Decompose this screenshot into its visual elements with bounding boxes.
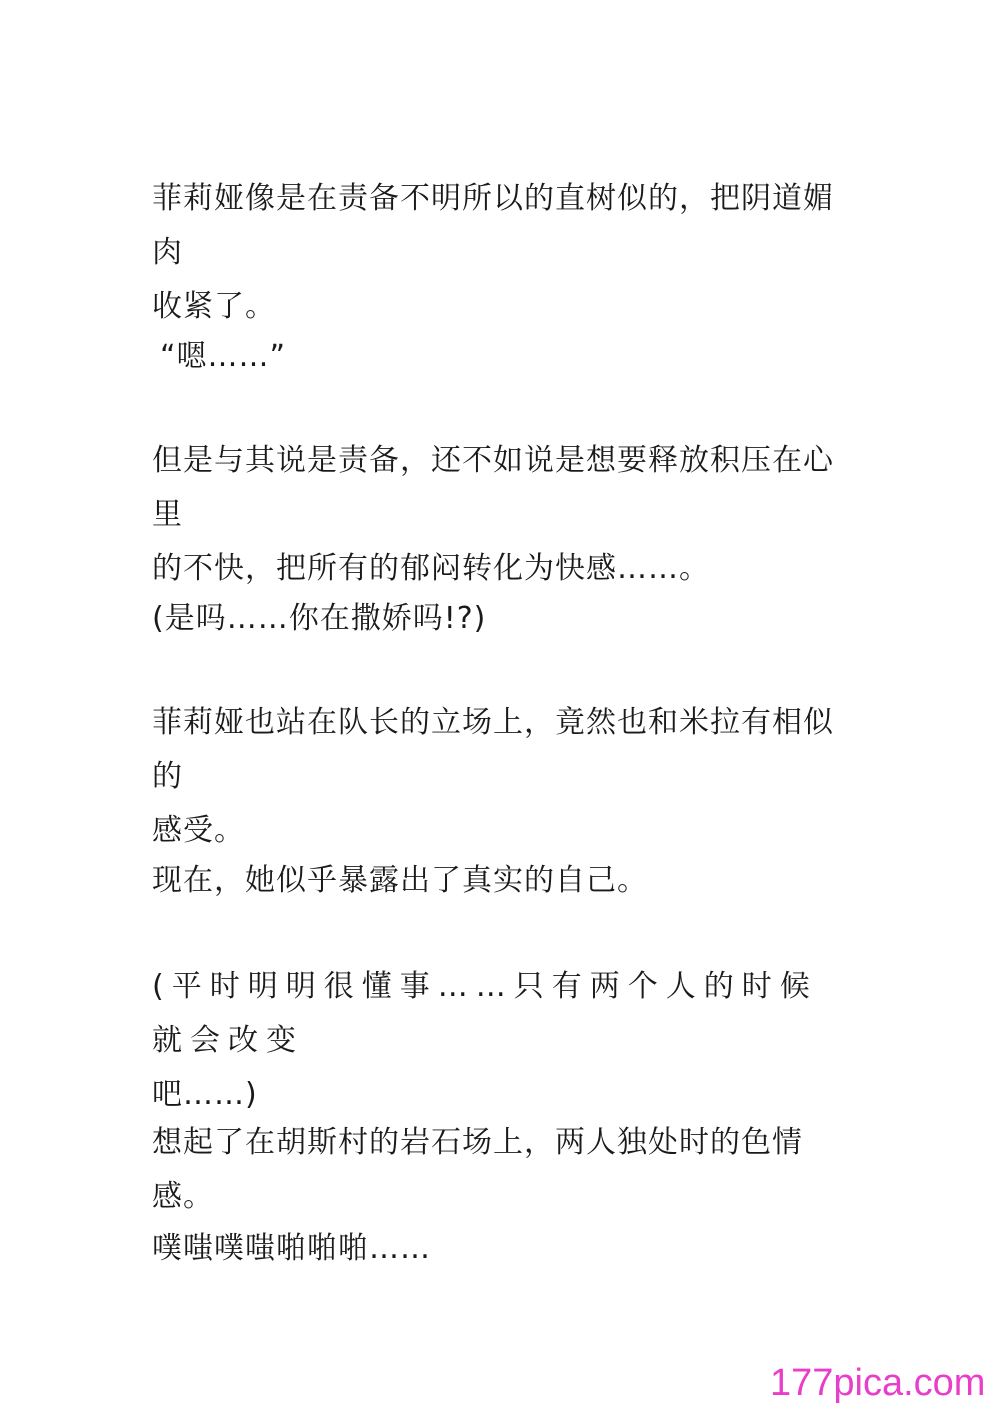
paragraph-2-line-1: “嗯……”: [160, 339, 287, 374]
paragraph-8: [152, 1116, 852, 1224]
paragraph-6-line-1: 现在，她似乎暴露出了真实的自己。: [152, 863, 648, 898]
paragraph-4: [152, 592, 852, 646]
paragraph-2: [160, 330, 860, 384]
paragraph-8-line-1: 想起了在胡斯村的岩石场上，两人独处时的色情感。: [152, 1125, 803, 1214]
paragraph-7-line-2: 吧……): [152, 1077, 258, 1112]
paragraph-5-line-1: 菲莉娅也站在队长的立场上，竟然也和米拉有相似的: [152, 705, 834, 794]
watermark-text: 177pica.com: [770, 1362, 986, 1404]
paragraph-3-line-2: 的不快，把所有的郁闷转化为快感……。: [152, 551, 710, 586]
paragraph-1: [152, 172, 852, 334]
paragraph-7: [152, 960, 852, 1122]
paragraph-3: [152, 434, 852, 596]
paragraph-1-line-2: 收紧了。: [152, 289, 276, 324]
paragraph-4-line-1: (是吗……你在撒娇吗!?): [152, 601, 487, 636]
paragraph-5: [152, 696, 852, 858]
paragraph-9: [152, 1222, 852, 1276]
paragraph-5-line-2: 感受。: [152, 813, 245, 848]
paragraph-3-line-1: 但是与其说是责备，还不如说是想要释放积压在心里: [152, 443, 834, 532]
paragraph-9-line-1: 噗嗤噗嗤啪啪啪……: [152, 1231, 431, 1266]
paragraph-1-line-1: 菲莉娅像是在责备不明所以的直树似的，把阴道媚肉: [152, 181, 834, 270]
paragraph-6: [152, 854, 852, 908]
paragraph-7-line-1: (平时明明很懂事……只有两个人的时候就会改变: [152, 969, 818, 1058]
